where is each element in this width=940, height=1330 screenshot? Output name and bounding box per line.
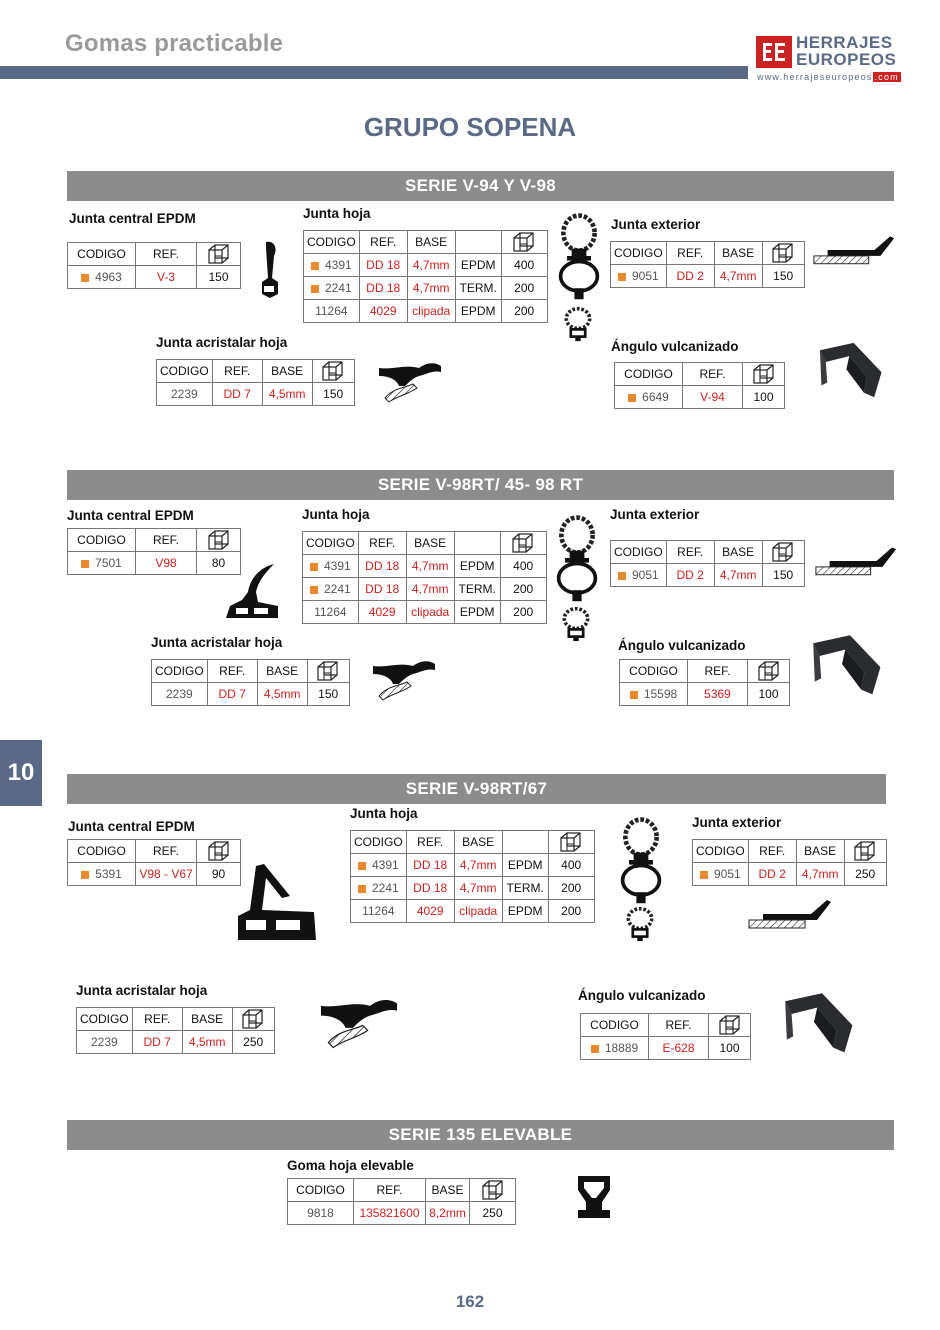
exterior-seal-profile-icon xyxy=(744,896,836,936)
exterior-seal-profile-icon xyxy=(812,543,900,583)
table-row: 18889 E-628 100 xyxy=(581,1037,751,1060)
box-icon xyxy=(709,1014,751,1037)
logo-text xyxy=(796,34,896,68)
table-row: 11264 4029 clipada EPDM 200 xyxy=(303,601,547,624)
hoja-seal-profile-icon xyxy=(554,512,600,604)
s2-hoja-table: CODIGO REF. BASE 4391 DD 18 4,7mm EPDM 400 2241 DD 18 4,7mm TERM. 200 11264 4029 clipada EPDM 200 xyxy=(302,531,547,624)
s1-exterior-label: Junta exterior xyxy=(611,217,701,232)
s1-acristalar-label: Junta acristalar hoja xyxy=(156,335,288,350)
s3-exterior-label: Junta exterior xyxy=(692,815,782,830)
s3-exterior-table: CODIGO REF. BASE 9051 DD 2 4,7mm 250 xyxy=(692,839,887,886)
box-icon xyxy=(307,660,349,683)
table-row: 2239 DD 7 4,5mm 150 xyxy=(157,383,355,406)
table-row: 4391 DD 18 4,7mm EPDM 400 xyxy=(304,254,548,277)
col-ref: REF. xyxy=(136,243,197,266)
table-row: 6649 V-94 100 xyxy=(615,386,785,409)
s3-hoja-table: CODIGO REF. BASE 4391 DD 18 4,7mm EPDM 400 2241 DD 18 4,7mm TERM. 200 11264 4029 clipada EPDM 200 xyxy=(350,830,595,923)
table-row: 9051 DD 2 4,7mm 150 xyxy=(611,265,805,288)
s3-angulo-table: CODIGO REF. 18889 E-628 100 xyxy=(580,1013,751,1060)
box-icon xyxy=(232,1008,274,1031)
hoja-clip-profile-icon xyxy=(622,904,658,944)
table-row: 4391 DD 18 4,7mm EPDM 400 xyxy=(303,555,547,578)
box-icon xyxy=(762,242,804,265)
s3-central-table: CODIGO REF. 5391 V98 - V67 90 xyxy=(67,839,241,886)
s2-central-table: CODIGO REF. 7501 V98 80 xyxy=(67,528,241,575)
box-icon xyxy=(844,840,886,863)
glazing-seal-profile-icon xyxy=(368,658,440,702)
table-row: 9051 DD 2 4,7mm 150 xyxy=(611,564,805,587)
s2-exterior-table: CODIGO REF. BASE 9051 DD 2 4,7mm 150 xyxy=(610,540,805,587)
series-2-bar: SERIE V-98RT/ 45- 98 RT xyxy=(67,470,894,500)
s1-central-table xyxy=(67,242,241,289)
exterior-seal-profile-icon xyxy=(810,232,898,272)
table-row: 15598 5369 100 xyxy=(620,683,790,706)
central-seal-profile-icon xyxy=(236,860,320,942)
s2-acristalar-table: CODIGO REF. BASE 2239 DD 7 4,5mm 150 xyxy=(151,659,350,706)
box-icon xyxy=(470,1179,516,1202)
box-icon xyxy=(743,363,785,386)
s2-exterior-label: Junta exterior xyxy=(610,507,700,522)
series-3-bar: SERIE V-98RT/67 xyxy=(67,774,886,804)
hoja-clip-profile-icon xyxy=(560,304,596,344)
col-codigo: CODIGO xyxy=(68,243,136,266)
logo-url xyxy=(757,72,901,82)
table-row: 9051 DD 2 4,7mm 250 xyxy=(693,863,887,886)
box-icon xyxy=(197,840,241,863)
s1-hoja-label: Junta hoja xyxy=(303,206,371,221)
box-icon xyxy=(197,243,241,266)
s3-hoja-label: Junta hoja xyxy=(350,806,418,821)
chapter-tab: 10 xyxy=(0,740,42,806)
s1-central-label: Junta central EPDM xyxy=(69,211,196,226)
series-1-bar: SERIE V-94 Y V-98 xyxy=(67,171,894,201)
s1-hoja-table: CODIGO REF. BASE 4391 DD 18 4,7mm EPDM 400 2241 DD 18 4,7mm TERM. 200 11264 4029 clipada EPDM 200 xyxy=(303,230,548,323)
s2-angulo-label: Ángulo vulcanizado xyxy=(618,638,746,653)
s2-hoja-label: Junta hoja xyxy=(302,507,370,522)
s1-acristalar-table: CODIGO REF. BASE 2239 DD 7 4,5mm 150 xyxy=(156,359,355,406)
table-row: 2241 DD 18 4,7mm TERM. 200 xyxy=(304,277,548,300)
s1-exterior-table: CODIGO REF. BASE 9051 DD 2 4,7mm 150 xyxy=(610,241,805,288)
box-icon xyxy=(500,532,546,555)
box-icon xyxy=(748,660,790,683)
table-row: 7501 V98 80 xyxy=(68,552,241,575)
logo-mark-icon xyxy=(756,36,792,68)
table-row: 11264 4029 clipada EPDM 200 xyxy=(351,900,595,923)
s2-central-label: Junta central EPDM xyxy=(67,508,194,523)
glazing-seal-profile-icon xyxy=(316,996,402,1050)
s4-goma-table: CODIGO REF. BASE 9818 135821600 8,2mm 250 xyxy=(287,1178,516,1225)
table-row: 2241 DD 18 4,7mm TERM. 200 xyxy=(303,578,547,601)
box-icon xyxy=(197,529,241,552)
table-row: 2239 DD 7 4,5mm 150 xyxy=(152,683,350,706)
box-icon xyxy=(762,541,804,564)
central-seal-profile-icon xyxy=(224,562,280,620)
page-title: GRUPO SOPENA xyxy=(363,112,577,142)
table-row: 11264 4029 clipada EPDM 200 xyxy=(304,300,548,323)
logo-line1: HERRAJES xyxy=(796,33,893,52)
logo-url-text: www.herrajeseuropeos xyxy=(757,72,873,82)
glazing-seal-profile-icon xyxy=(374,360,446,404)
table-row: 2241 DD 18 4,7mm TERM. 200 xyxy=(351,877,595,900)
s4-goma-label: Goma hoja elevable xyxy=(287,1158,414,1173)
hoja-seal-profile-icon xyxy=(556,210,602,302)
box-icon xyxy=(312,360,354,383)
box-icon xyxy=(548,831,594,854)
logo-url-com: .com xyxy=(874,72,899,82)
hoja-clip-profile-icon xyxy=(558,604,594,644)
lift-seal-profile-icon xyxy=(574,1172,614,1220)
s1-angulo-table: CODIGO REF. 6649 V-94 100 xyxy=(614,362,785,409)
s2-angulo-table: CODIGO REF. 15598 5369 100 xyxy=(619,659,790,706)
table-row: 2239 DD 7 4,5mm 250 xyxy=(77,1031,275,1054)
s3-acristalar-table: CODIGO REF. BASE 2239 DD 7 4,5mm 250 xyxy=(76,1007,275,1054)
page-number: 162 xyxy=(455,1292,485,1311)
table-row: 5391 V98 - V67 90 xyxy=(68,863,241,886)
table-row: 9818 135821600 8,2mm 250 xyxy=(288,1202,516,1225)
central-seal-profile-icon xyxy=(252,238,288,304)
table-row: 4391 DD 18 4,7mm EPDM 400 xyxy=(351,854,595,877)
header-title: Gomas practicable xyxy=(65,30,284,57)
s3-central-label: Junta central EPDM xyxy=(68,819,195,834)
vulcanized-angle-icon xyxy=(804,340,896,406)
header-bar xyxy=(0,66,748,79)
series-4-bar: SERIE 135 ELEVABLE xyxy=(67,1120,894,1150)
s2-acristalar-label: Junta acristalar hoja xyxy=(151,635,283,650)
logo-line2: EUROPEOS xyxy=(796,50,897,69)
vulcanized-angle-icon xyxy=(796,632,896,704)
table-row: 4963 V-3 150 xyxy=(68,266,241,289)
box-icon xyxy=(501,231,547,254)
hoja-seal-profile-icon xyxy=(618,814,664,906)
s1-angulo-label: Ángulo vulcanizado xyxy=(611,339,739,354)
s3-angulo-label: Ángulo vulcanizado xyxy=(578,988,706,1003)
s3-acristalar-label: Junta acristalar hoja xyxy=(76,983,208,998)
vulcanized-angle-icon xyxy=(768,990,868,1062)
